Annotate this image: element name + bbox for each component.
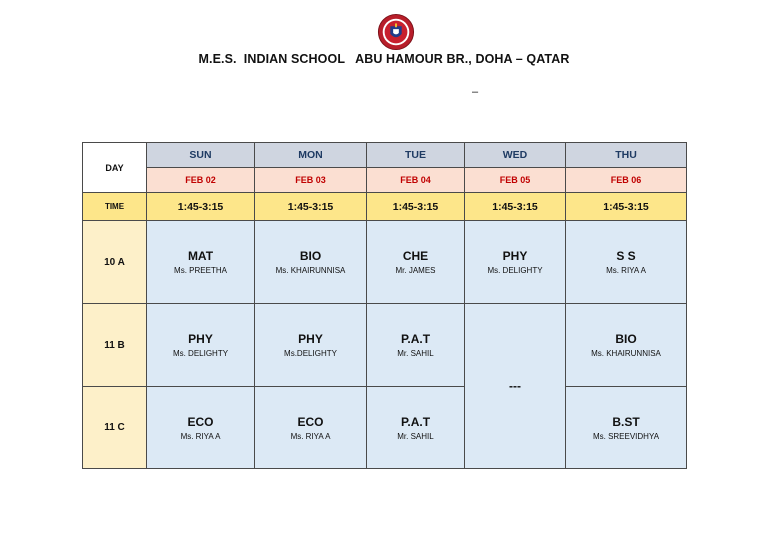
exam-cell	[566, 221, 687, 304]
exam-timetable	[82, 142, 687, 469]
subject-name: PHY	[502, 249, 528, 263]
subject-name: PHY	[188, 332, 213, 346]
exam-cell	[147, 304, 255, 387]
teacher-name: Ms. RIYA A	[290, 431, 331, 441]
table-row	[83, 304, 687, 387]
day-header-mon: MON	[255, 143, 367, 168]
school-crest-logo	[377, 13, 415, 51]
time-tue: 1:45-3:15	[367, 193, 465, 221]
teacher-name: Mr. SAHIL	[397, 431, 434, 441]
exam-cell	[255, 304, 367, 387]
subject-name: P.A.T	[400, 332, 431, 346]
date-wed: FEB 05	[465, 168, 566, 193]
day-label-cell: DAY	[83, 143, 147, 193]
exam-cell	[147, 387, 255, 469]
time-mon: 1:45-3:15	[255, 193, 367, 221]
day-header-thu: THU	[566, 143, 687, 168]
teacher-name: Ms. KHAIRUNNISA	[275, 266, 346, 275]
exam-cell	[255, 221, 367, 304]
wed-merged-cell: ---	[465, 304, 566, 469]
date-mon: FEB 03	[255, 168, 367, 193]
teacher-name: Ms. SREEVIDHYA	[592, 431, 660, 441]
school-name-title: M.E.S. INDIAN SCHOOL ABU HAMOUR BR., DOHA – QATAR	[198, 52, 570, 66]
exam-cell	[255, 387, 367, 469]
exam-cell	[147, 221, 255, 304]
subject-name: B.ST	[612, 414, 640, 429]
exam-cell	[367, 304, 465, 387]
teacher-name: Ms. RIYA A	[606, 266, 646, 275]
table-row	[83, 387, 687, 469]
class-label: 11 B	[83, 304, 147, 387]
teacher-name: Ms.DELIGHTY	[284, 349, 337, 358]
teacher-name: Mr. SAHIL	[397, 349, 434, 358]
teacher-name: Ms. RIYA A	[180, 431, 221, 441]
table-row	[83, 221, 687, 304]
time-sun: 1:45-3:15	[147, 193, 255, 221]
subject-name: CHE	[402, 249, 429, 263]
dash-mark: –	[472, 86, 479, 98]
subject-name: P.A.T	[400, 414, 431, 429]
subject-name: ECO	[297, 414, 324, 429]
exam-cell	[367, 221, 465, 304]
class-label: 11 C	[83, 387, 147, 469]
day-header-tue: TUE	[367, 143, 465, 168]
date-thu: FEB 06	[566, 168, 687, 193]
time-thu: 1:45-3:15	[566, 193, 687, 221]
date-tue: FEB 04	[367, 168, 465, 193]
exam-cell	[367, 387, 465, 469]
subject-name: ECO	[187, 414, 214, 429]
day-header-wed: WED	[465, 143, 566, 168]
exam-cell	[566, 304, 687, 387]
subject-name: MAT	[187, 249, 214, 263]
teacher-name: Ms. PREETHA	[174, 266, 227, 275]
time-label-cell: TIME	[83, 193, 147, 221]
time-wed: 1:45-3:15	[465, 193, 566, 221]
class-label: 10 A	[83, 221, 147, 304]
exam-cell	[465, 221, 566, 304]
subject-name: BIO	[615, 332, 637, 346]
teacher-name: Ms. DELIGHTY	[487, 266, 543, 275]
subject-name: BIO	[299, 249, 322, 263]
teacher-name: Ms. KHAIRUNNISA	[591, 349, 661, 358]
subject-name: S S	[616, 249, 636, 263]
exam-cell	[566, 387, 687, 469]
subject-name: PHY	[298, 332, 323, 346]
teacher-name: Ms. DELIGHTY	[172, 349, 229, 358]
date-sun: FEB 02	[147, 168, 255, 193]
day-header-sun: SUN	[147, 143, 255, 168]
teacher-name: Mr. JAMES	[395, 266, 436, 275]
